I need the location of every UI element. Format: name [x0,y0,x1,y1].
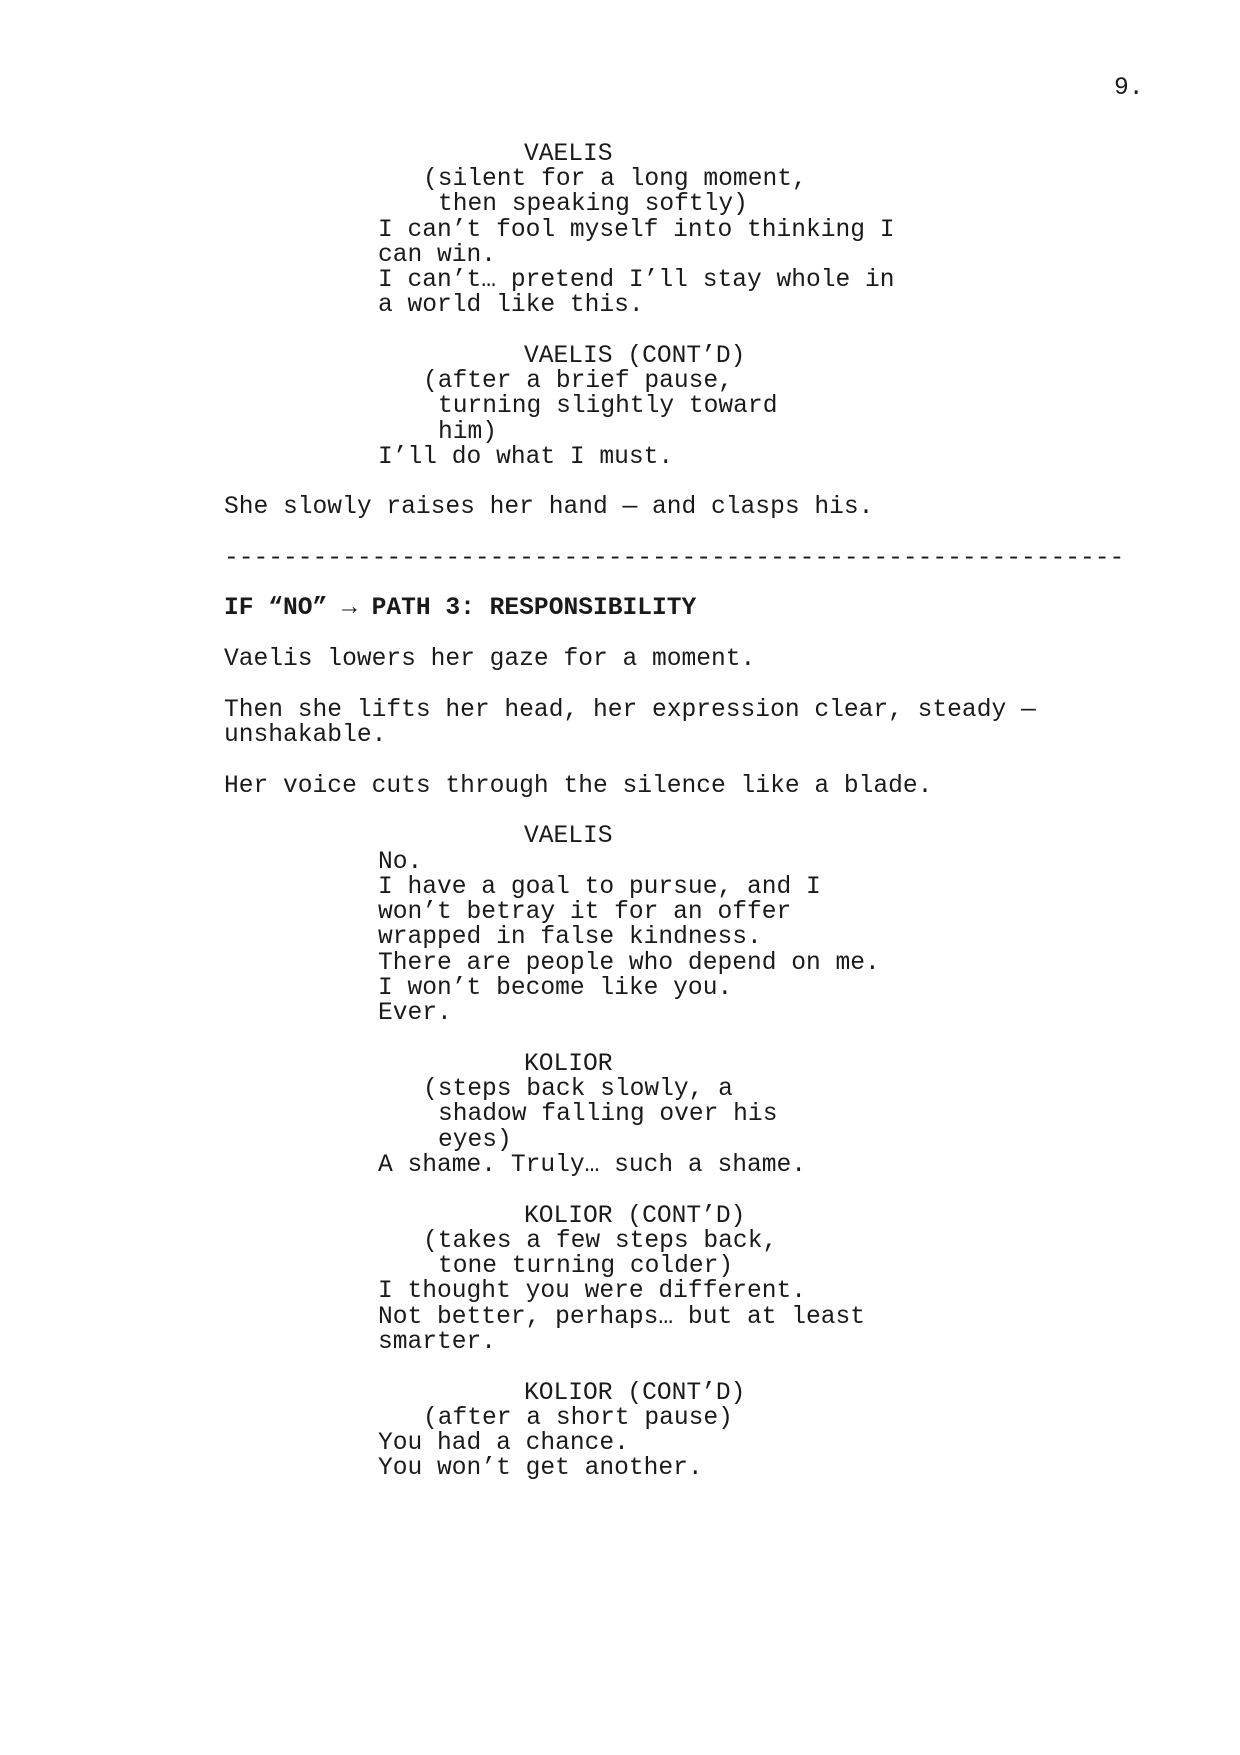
dialogue-line: I can’t… pretend I’ll stay whole in [378,267,895,294]
character-name: KOLIOR [524,1051,613,1078]
dialogue-line: I thought you were different. [378,1278,807,1305]
dialogue-line: I won’t become like you. [378,975,733,1002]
character-name: VAELIS [524,823,613,850]
parenthetical: tone turning colder) [438,1253,734,1280]
parenthetical: (after a brief pause, [423,368,733,395]
dialogue-line: Ever. [378,1000,452,1027]
dialogue-line: You had a chance. [378,1430,629,1457]
character-name: VAELIS [524,141,613,168]
character-name: KOLIOR (CONT’D) [524,1380,746,1407]
parenthetical: then speaking softly) [438,191,748,218]
dialogue-line: I’ll do what I must. [378,444,674,471]
page-number: 9. [1114,75,1144,102]
section-heading: IF “NO” → PATH 3: RESPONSIBILITY [224,595,697,622]
dialogue-line: Not better, perhaps… but at least [378,1304,866,1331]
dialogue-line: You won’t get another. [378,1455,703,1482]
dialogue-line: There are people who depend on me. [378,950,880,977]
parenthetical: him) [438,419,498,446]
action-line: Vaelis lowers her gaze for a moment. [224,646,756,673]
character-name: VAELIS (CONT’D) [524,343,746,370]
dialogue-line: I have a goal to pursue, and I [378,874,821,901]
parenthetical: eyes) [438,1127,512,1154]
parenthetical: turning slightly toward [438,393,778,420]
dialogue-line: can win. [378,242,497,269]
dialogue-line: No. [378,849,423,876]
dialogue-line: smarter. [378,1329,497,1356]
section-divider: ------------------------------------------------------------- [224,545,1125,572]
action-line: Then she lifts her head, her expression clear, steady — [224,697,1036,724]
dialogue-line: wrapped in false kindness. [378,924,762,951]
character-name: KOLIOR (CONT’D) [524,1203,746,1230]
parenthetical: (takes a few steps back, [423,1228,778,1255]
parenthetical: (silent for a long moment, [423,166,807,193]
dialogue-line: a world like this. [378,292,644,319]
action-line: She slowly raises her hand — and clasps his. [224,494,874,521]
parenthetical: (after a short pause) [423,1405,733,1432]
dialogue-line: won’t betray it for an offer [378,899,792,926]
parenthetical: shadow falling over his [438,1101,778,1128]
parenthetical: (steps back slowly, a [423,1076,733,1103]
action-line: unshakable. [224,722,387,749]
action-line: Her voice cuts through the silence like a blade. [224,773,933,800]
dialogue-line: A shame. Truly… such a shame. [378,1152,807,1179]
dialogue-line: I can’t fool myself into thinking I [378,217,895,244]
